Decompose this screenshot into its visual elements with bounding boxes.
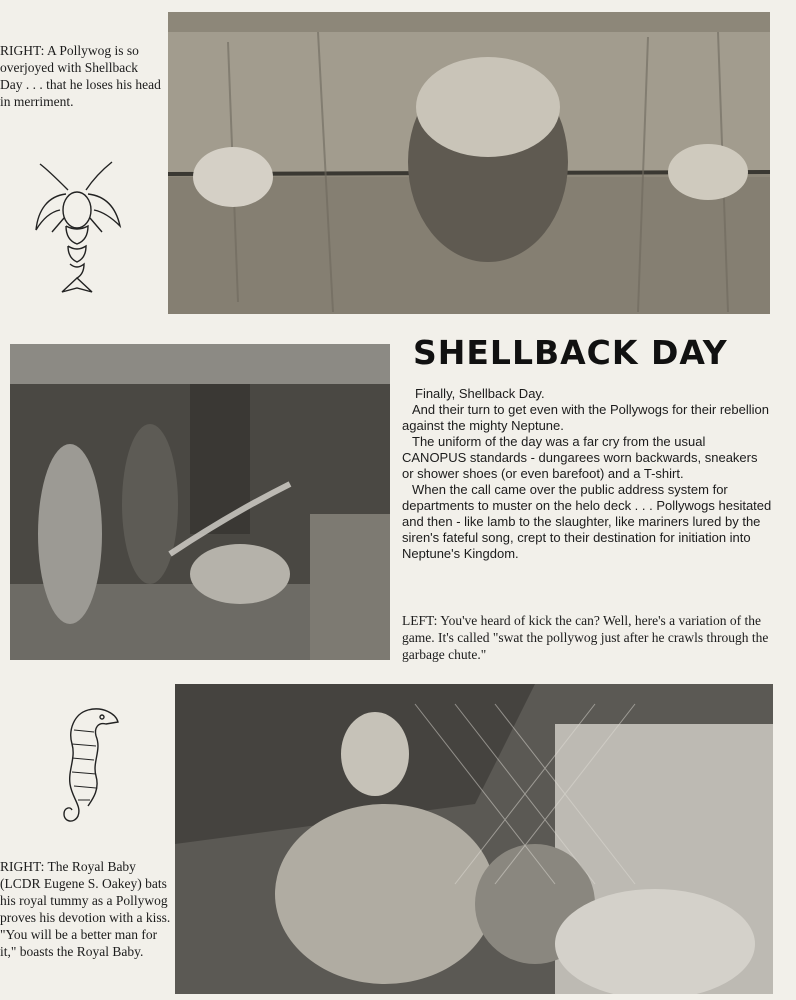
caption-top: RIGHT: A Pollywog is so overjoyed with Shellback Day . . . that he loses his head in merriment. xyxy=(0,43,161,109)
photo-royal-baby xyxy=(175,684,773,994)
caption-bottom: RIGHT: The Royal Baby (LCDR Eugene S. Oakey) bats his royal tummy as a Pollywog proves his devotion with a kiss. "You will be a better man for it," boasts the Royal Baby. xyxy=(0,859,171,959)
article-paragraph: Finally, Shellback Day. xyxy=(415,386,545,401)
lobster-sketch-icon xyxy=(28,160,128,300)
seahorse-sketch-icon xyxy=(48,700,128,830)
article-title: SHELLBACK DAY xyxy=(413,333,728,372)
article-paragraph: And their turn to get even with the Pollywogs for their rebellion against the mighty Neptune. xyxy=(402,402,769,433)
photo-swat-the-pollywog xyxy=(10,344,390,660)
article-paragraph: When the call came over the public address system for departments to muster on the helo deck . . . Pollywogs hesitated and then - like lamb to the slaughter, like mariners lured by the siren's fateful song, crept to their destination for initiation into Neptune's Kingdom. xyxy=(402,482,772,561)
article-body xyxy=(402,386,772,562)
caption-middle: LEFT: You've heard of kick the can? Well, here's a variation of the game. It's called "swat the pollywog just after he crawls through the garbage chute." xyxy=(402,613,769,662)
article-paragraph: The uniform of the day was a far cry from the usual CANOPUS standards - dungarees worn backwards, sneakers or shower shoes (or even barefoot) and a T-shirt. xyxy=(402,434,758,481)
photo-pillory xyxy=(168,12,770,314)
